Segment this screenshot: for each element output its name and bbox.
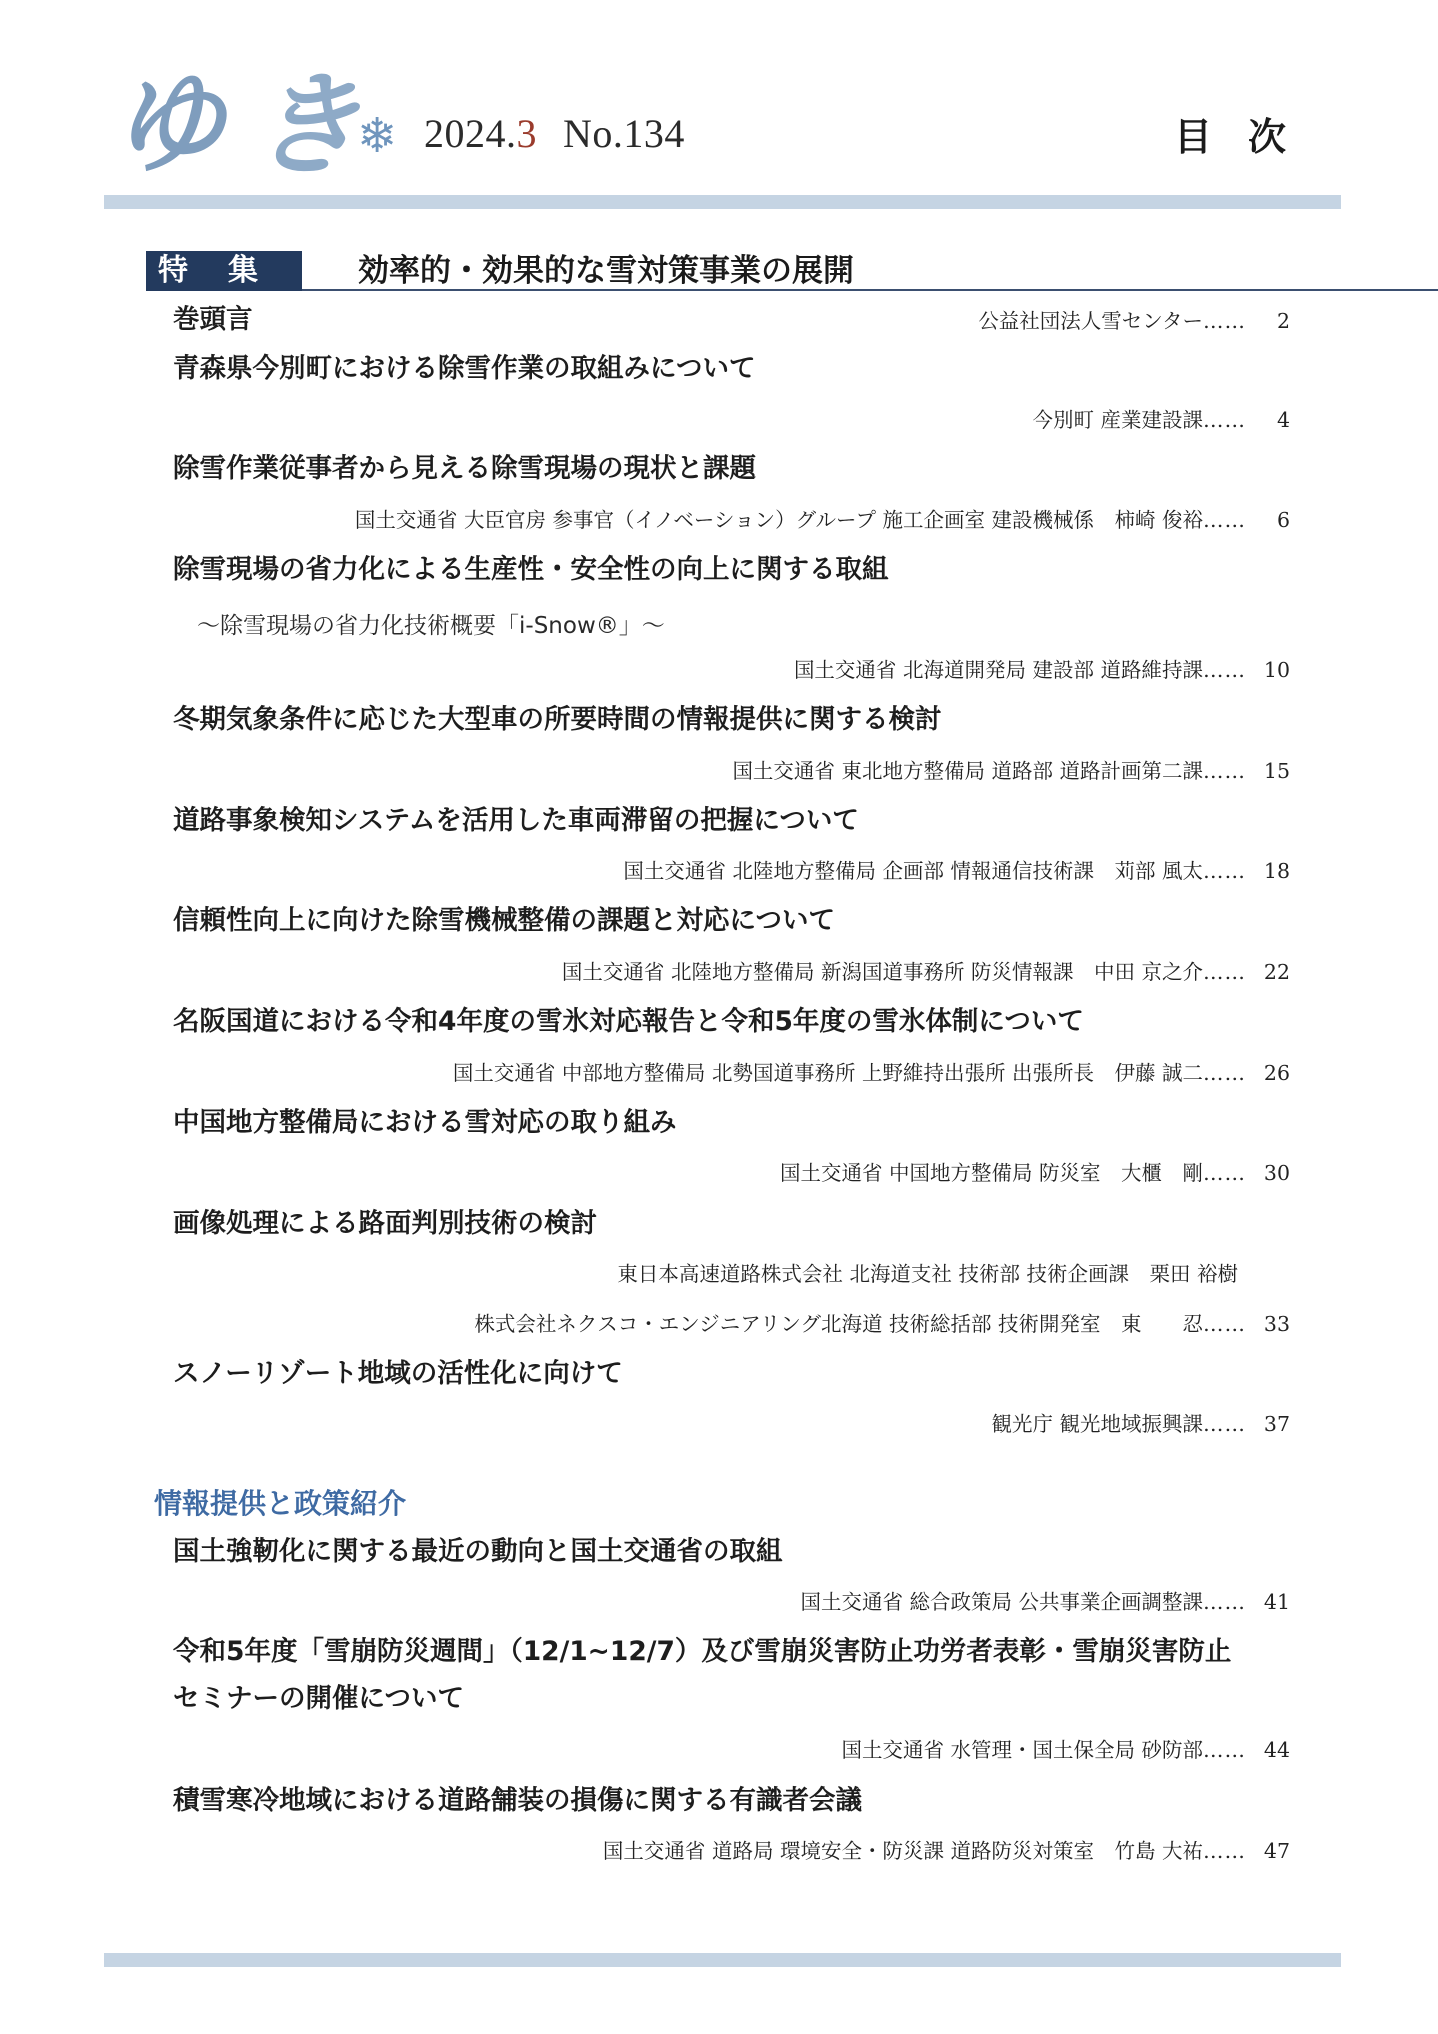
entry-title[interactable]: 中国地方整備局における雪対応の取り組み [173, 1107, 677, 1138]
section-heading: 情報提供と政策紹介 [154, 1487, 407, 1520]
leader-dots: …… [1203, 508, 1246, 532]
entry-title[interactable]: 画像処理による路面判別技術の検討 [173, 1208, 597, 1239]
entry-title[interactable]: 巻頭言 [173, 304, 253, 335]
author-name: 国土交通省 総合政策局 公共事業企画調整課 [800, 1590, 1203, 1614]
entry-title[interactable]: 除雪現場の省力化による生産性・安全性の向上に関する取組 [173, 554, 889, 585]
page-number: 4 [1276, 408, 1290, 432]
leader-dots: …… [1203, 1312, 1246, 1336]
author-name: 観光庁 観光地域振興課 [991, 1412, 1203, 1436]
page-number: 15 [1263, 759, 1290, 783]
feature-tag: 特集 [146, 251, 302, 291]
entry-author-line1: 東日本高速道路株式会社 北海道支社 技術部 技術企画課 栗田 裕樹 [617, 1262, 1238, 1286]
author-name: 株式会社ネクスコ・エンジニアリング北海道 技術総括部 技術開発室 東 忍 [474, 1312, 1203, 1336]
entry-title[interactable]: 国土強靭化に関する最近の動向と国土交通省の取組 [173, 1536, 783, 1567]
entry-author [800, 1590, 1290, 1615]
masthead [0, 0, 1438, 215]
entry-title[interactable]: 積雪寒冷地域における道路舗装の損傷に関する有識者会議 [173, 1785, 862, 1816]
page-number: 2 [1276, 309, 1290, 333]
snowflake-icon: ❄ [357, 108, 398, 164]
leader-dots: …… [1203, 1590, 1246, 1614]
page-number: 26 [1263, 1061, 1290, 1085]
page-number: 41 [1263, 1590, 1290, 1614]
author-name: 国土交通省 北陸地方整備局 新潟国道事務所 防災情報課 中田 京之介 [561, 960, 1203, 984]
author-name: 今別町 産業建設課 [1032, 408, 1203, 432]
entry-author [780, 1161, 1290, 1186]
issue-info [424, 111, 685, 156]
leader-dots: …… [1203, 658, 1246, 682]
entry-title[interactable]: 道路事象検知システムを活用した車両滞留の把握について [173, 805, 859, 836]
entry-author [1032, 408, 1290, 433]
issue-month: 3 [516, 111, 537, 156]
toc-title: 目次 [1174, 115, 1323, 159]
page-number: 10 [1263, 658, 1290, 682]
top-divider-band [104, 195, 1341, 209]
entry-author [732, 759, 1290, 784]
author-name: 国土交通省 東北地方整備局 道路部 道路計画第二課 [732, 759, 1203, 783]
author-name: 国土交通省 大臣官房 参事官（イノベーション）グループ 施工企画室 建設機械係 柿崎 俊裕 [354, 508, 1203, 532]
page-number: 33 [1263, 1312, 1290, 1336]
leader-dots: …… [1203, 859, 1246, 883]
page-number: 47 [1263, 1839, 1290, 1863]
entry-author [355, 508, 1290, 533]
issue-number: No.134 [563, 111, 685, 156]
entry-title[interactable]: 名阪国道における令和4年度の雪氷対応報告と令和5年度の雪氷体制について [173, 1006, 1084, 1037]
page-number: 18 [1263, 859, 1290, 883]
leader-dots: …… [1203, 408, 1246, 432]
entry-title[interactable]: 信頼性向上に向けた除雪機械整備の課題と対応について [173, 905, 835, 936]
author-name: 国土交通省 北陸地方整備局 企画部 情報通信技術課 苅部 風太 [623, 859, 1203, 883]
entry-author [453, 1061, 1290, 1086]
leader-dots: …… [1203, 309, 1246, 333]
page-number: 30 [1263, 1161, 1290, 1185]
author-name: 国土交通省 道路局 環境安全・防災課 道路防災対策室 竹島 大祐 [602, 1839, 1203, 1863]
entry-author [841, 1738, 1290, 1763]
entry-author [623, 859, 1290, 884]
logo-yu: ゆ [112, 58, 224, 189]
leader-dots: …… [1203, 1061, 1246, 1085]
leader-dots: …… [1203, 960, 1246, 984]
page-number: 37 [1263, 1412, 1290, 1436]
page-number: 44 [1263, 1738, 1290, 1762]
leader-dots: …… [1203, 1839, 1246, 1863]
feature-title: 効率的・効果的な雪対策事業の展開 [358, 253, 854, 289]
entry-title[interactable]: 除雪作業従事者から見える除雪現場の現状と課題 [173, 453, 756, 484]
leader-dots: …… [1203, 1738, 1246, 1762]
leader-dots: …… [1203, 1161, 1246, 1185]
bottom-divider-band [104, 1953, 1341, 1967]
entry-author [978, 309, 1290, 334]
entry-title-line2[interactable]: セミナーの開催について [173, 1683, 464, 1714]
entry-author [474, 1312, 1290, 1337]
author-name: 国土交通省 中国地方整備局 防災室 大櫃 剛 [779, 1161, 1203, 1185]
entry-author [794, 658, 1290, 683]
entry-author [603, 1839, 1290, 1864]
entry-title[interactable]: 冬期気象条件に応じた大型車の所要時間の情報提供に関する検討 [173, 704, 942, 735]
leader-dots: …… [1203, 759, 1246, 783]
author-name: 国土交通省 中部地方整備局 北勢国道事務所 上野維持出張所 出張所長 伊藤 誠二 [452, 1061, 1203, 1085]
page-number: 22 [1263, 960, 1290, 984]
entry-title[interactable]: 青森県今別町における除雪作業の取組みについて [173, 353, 756, 384]
entry-subtitle: ～除雪現場の省力化技術概要「i-Snow®」～ [197, 613, 665, 639]
entry-author [562, 960, 1290, 985]
author-name: 公益社団法人雪センター [978, 309, 1203, 333]
author-name: 国土交通省 水管理・国土保全局 砂防部 [841, 1738, 1203, 1762]
author-name: 国土交通省 北海道開発局 建設部 道路維持課 [793, 658, 1203, 682]
logo-ki: き [250, 60, 362, 191]
leader-dots: …… [1203, 1412, 1246, 1436]
entry-title[interactable]: スノーリゾート地域の活性化に向けて [173, 1358, 623, 1389]
entry-author [991, 1412, 1290, 1437]
issue-year: 2024. [424, 111, 517, 156]
page-number: 6 [1276, 508, 1290, 532]
feature-header [146, 251, 1284, 291]
entry-title-line1[interactable]: 令和5年度「雪崩防災週間」（12/1~12/7）及び雪崩災害防止功労者表彰・雪崩災害防止 [173, 1636, 1232, 1667]
